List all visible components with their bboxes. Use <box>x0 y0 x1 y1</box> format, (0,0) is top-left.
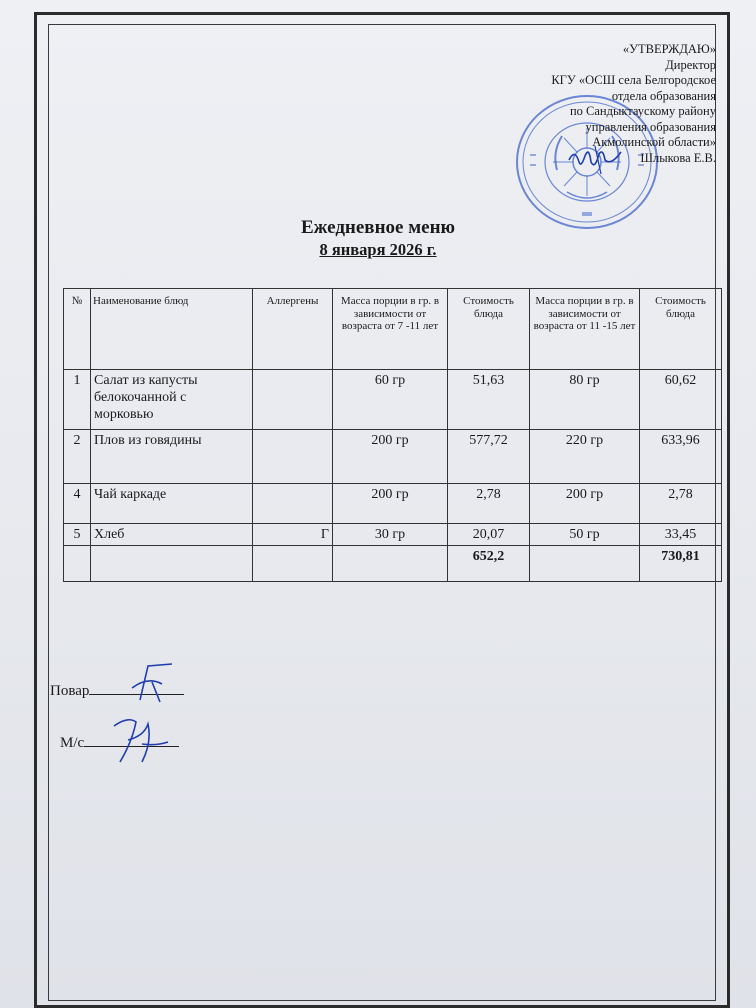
approval-org-line-1: КГУ «ОСШ села Белгородское <box>551 73 716 87</box>
approval-org-line-4: управления образования <box>585 119 716 134</box>
cell-number: 2 <box>64 430 91 484</box>
total-cost-11-15: 730,81 <box>640 546 722 582</box>
cell-dish-name: Чай каркаде <box>91 484 253 524</box>
cell-mass-11-15: 50 гр <box>530 524 640 546</box>
menu-table <box>63 288 722 582</box>
cell-cost-11-15: 60,62 <box>640 370 722 430</box>
cell-cost-11-15: 633,96 <box>640 430 722 484</box>
header-allergens: Аллергены <box>253 289 333 370</box>
approval-org-line-2: отдела образования <box>611 88 716 103</box>
table-row <box>64 484 722 524</box>
table-row <box>64 524 722 546</box>
cell-cost-7-11: 20,07 <box>448 524 530 546</box>
cell-allergen: Г <box>253 524 333 546</box>
cell-mass-7-11: 200 гр <box>333 430 448 484</box>
cook-label: Повар <box>50 683 90 699</box>
header-cost-7-11: Стоимость блюда <box>448 289 530 370</box>
approval-org-line-3: по Сандыктаускому району <box>569 104 716 118</box>
table-total-row <box>64 546 722 582</box>
total-empty-cell <box>333 546 448 582</box>
header-cost-11-15: Стоимость блюда <box>640 289 722 370</box>
total-empty-cell <box>64 546 91 582</box>
approval-position: Директор <box>665 57 716 72</box>
director-signature <box>565 138 625 180</box>
table-header-row <box>64 289 722 370</box>
cell-mass-11-15: 80 гр <box>530 370 640 430</box>
header-mass-7-11: Масса порции в гр. в зависимости от возраста от 7 -11 лет <box>333 289 448 370</box>
page-title: Ежедневное меню <box>300 217 456 238</box>
total-empty-cell <box>530 546 640 582</box>
cell-dish-name: Плов из говядины <box>91 430 253 484</box>
cell-number: 4 <box>64 484 91 524</box>
cell-cost-7-11: 51,63 <box>448 370 530 430</box>
approval-title: «УТВЕРЖДАЮ» <box>622 42 716 56</box>
cell-mass-11-15: 200 гр <box>530 484 640 524</box>
cell-cost-7-11: 577,72 <box>448 430 530 484</box>
cell-number: 5 <box>64 524 91 546</box>
cell-dish-name: Салат из капусты белокочанной с морковью <box>91 370 253 430</box>
approval-org-line-5: Акмолинской области» <box>592 135 716 149</box>
table-row <box>64 370 722 430</box>
cell-allergen <box>253 370 333 430</box>
total-empty-cell <box>253 546 333 582</box>
cook-signature <box>118 662 188 707</box>
table-row <box>64 430 722 484</box>
header-number: № <box>64 289 91 370</box>
cell-mass-11-15: 220 гр <box>530 430 640 484</box>
total-cost-7-11: 652,2 <box>448 546 530 582</box>
menu-date: 8 января 2026 г. <box>319 240 437 259</box>
cell-cost-11-15: 2,78 <box>640 484 722 524</box>
approval-block <box>396 42 716 166</box>
total-empty-cell <box>91 546 253 582</box>
nurse-signature <box>98 712 178 770</box>
header-mass-11-15: Масса порции в гр. в зависимости от возраста от 11 -15 лет <box>530 289 640 370</box>
cell-allergen <box>253 484 333 524</box>
cell-mass-7-11: 60 гр <box>333 370 448 430</box>
cell-mass-7-11: 30 гр <box>333 524 448 546</box>
cell-mass-7-11: 200 гр <box>333 484 448 524</box>
nurse-label: М/с <box>60 735 85 751</box>
approval-director-name: Шлыкова Е.В. <box>640 150 716 165</box>
cell-dish-name: Хлеб <box>91 524 253 546</box>
header-dish-name: Наименование блюд <box>91 289 253 370</box>
cell-allergen <box>253 430 333 484</box>
cell-number: 1 <box>64 370 91 430</box>
cell-cost-11-15: 33,45 <box>640 524 722 546</box>
cell-cost-7-11: 2,78 <box>448 484 530 524</box>
